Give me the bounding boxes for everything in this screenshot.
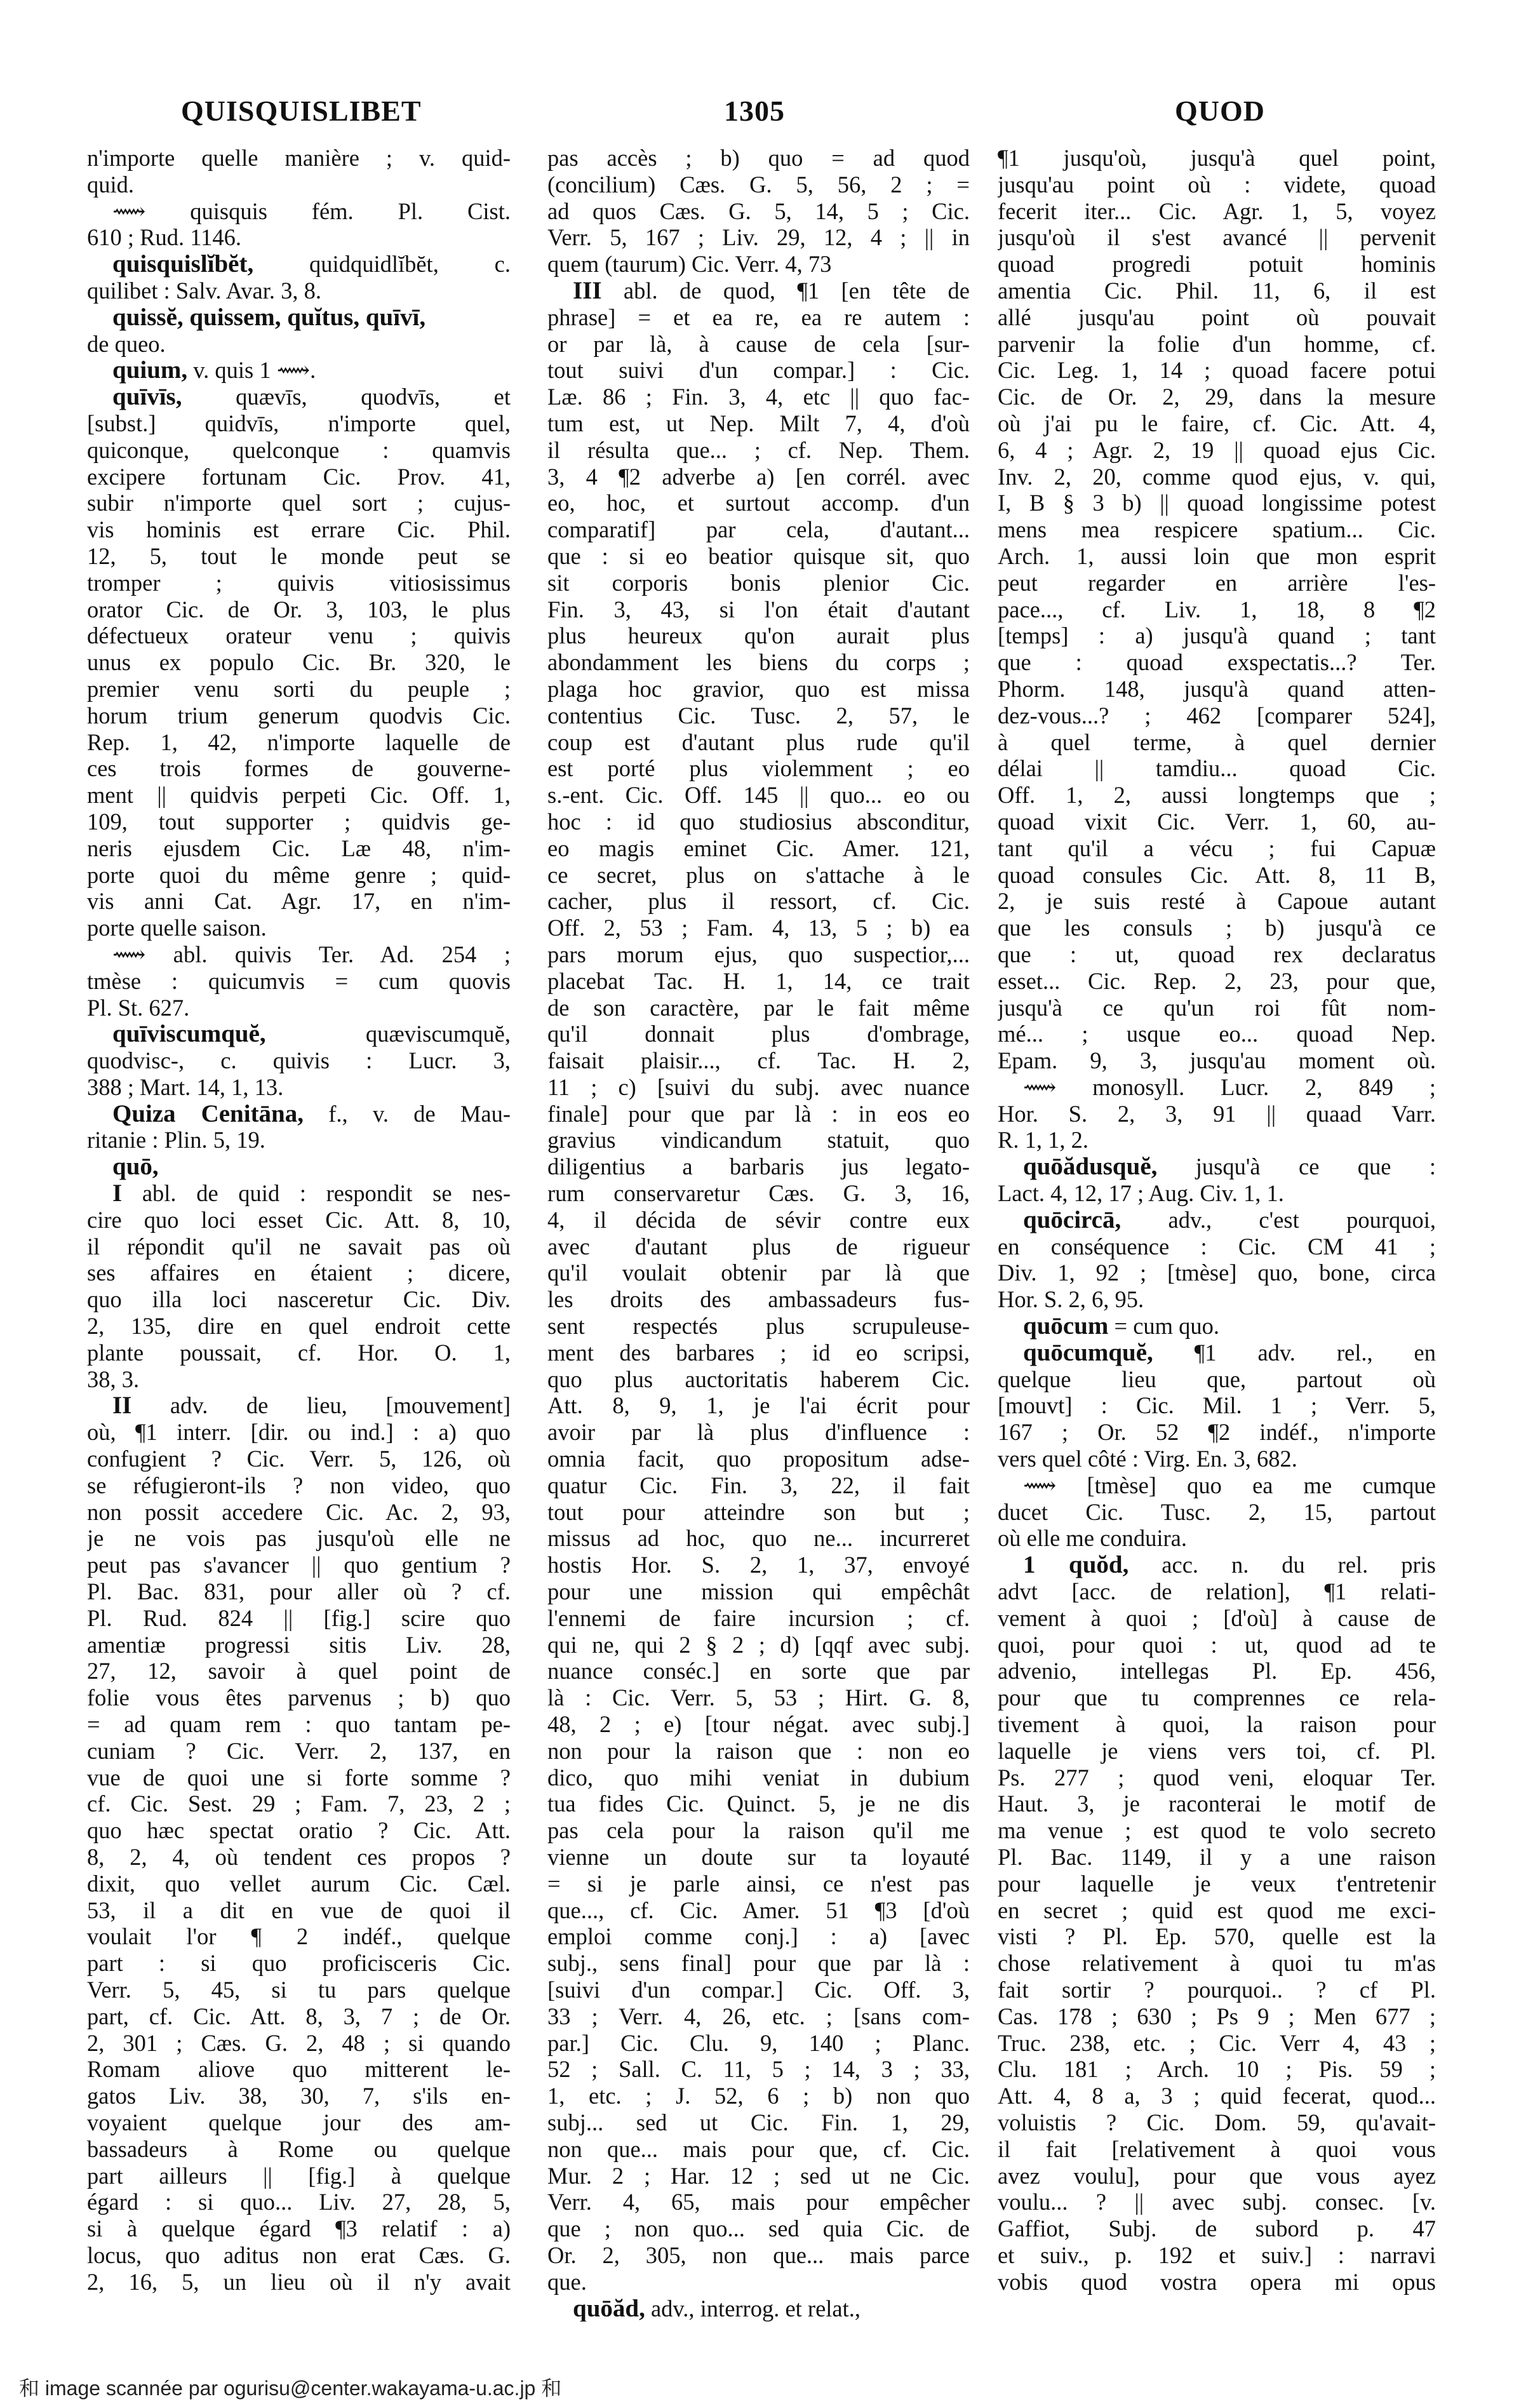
text-line: part : si quo proficisceris Cic. — [87, 1950, 511, 1977]
text-line: quoi, pour quoi : ut, quod ad te — [998, 1631, 1436, 1658]
text-line: pour que tu comprennes ce rela- — [998, 1684, 1436, 1711]
text-line: Lact. 4, 12, 17 ; Aug. Civ. 1, 1. — [998, 1180, 1284, 1207]
text-line: vue de quoi une si forte somme ? — [87, 1764, 511, 1791]
text-line: bassadeurs à Rome ou quelque — [87, 2135, 511, 2162]
text-line: [suivi d'un compar.] Cic. Off. 3, — [547, 1976, 970, 2003]
text-line: que. — [547, 2268, 587, 2295]
text-line: quid. — [87, 171, 135, 198]
text-line: = si je parle ainsi, ce n'est pas — [547, 1870, 970, 1897]
text-line: hostis Hor. S. 2, 1, 37, envoyé — [547, 1552, 970, 1578]
entry-text: abl. de quod, ¶1 [en tête de — [601, 277, 970, 304]
text-line: dez-vous...? ; 462 [comparer 524], — [998, 702, 1436, 729]
text-line: Pl. St. 627. — [87, 994, 190, 1021]
text-line: 27, 12, savoir à quel point de — [87, 1658, 511, 1684]
text-line: eo magis eminet Cic. Amer. 121, — [547, 835, 970, 861]
text-line: vis hominis est errare Cic. Phil. — [87, 516, 511, 543]
text-line: quo illa loci nasceretur Cic. Div. — [87, 1286, 511, 1313]
entry-text: abl. de quid : respondit se nes- — [122, 1180, 511, 1207]
text-line: quo hæc spectat oratio ? Cic. Att. — [87, 1817, 511, 1844]
text-line: part, cf. Cic. Att. 8, 3, 7 ; de Or. — [87, 2003, 511, 2029]
text-line: n'importe quelle manière ; v. quid- — [87, 145, 511, 171]
text-line: Gaffiot, Subj. de subord p. 47 — [998, 2215, 1436, 2242]
text-line: je ne vois pas jusqu'où elle ne — [87, 1525, 511, 1552]
text-line: voluistis ? Cic. Dom. 59, qu'avait- — [998, 2109, 1436, 2135]
text-line: horum trium generum quodvis Cic. — [87, 702, 511, 729]
text-line — [87, 1021, 511, 1047]
text-line: que..., cf. Cic. Amer. 51 ¶3 [d'où — [547, 1897, 970, 1923]
text-line: (concilium) Cæs. G. 5, 56, 2 ; = — [547, 171, 970, 198]
text-line: confugient ? Cic. Verr. 5, 126, où — [87, 1446, 511, 1472]
text-line: tout pour atteindre son but ; — [547, 1498, 970, 1525]
text-line: Hor. S. 2, 6, 95. — [998, 1286, 1144, 1313]
entry-text: quæviscumquĕ, — [265, 1021, 511, 1047]
text-line: quoad progredi potuit hominis — [998, 251, 1436, 278]
headword: quīviscumquĕ, — [112, 1021, 266, 1048]
headword: quisquislĭbĕt, — [112, 251, 254, 278]
text-line: Læ. 86 ; Fin. 3, 4, etc || quo fac- — [547, 384, 970, 410]
entry-text: = cum quo. — [1108, 1313, 1220, 1340]
text-line: Clu. 181 ; Arch. 10 ; Pis. 59 ; — [998, 2056, 1436, 2083]
page-number: 1305 — [724, 95, 785, 127]
text-line: ⟿ monosyll. Lucr. 2, 849 ; — [1023, 1073, 1436, 1100]
entry-text: adv., c'est pourquoi, — [1121, 1206, 1436, 1233]
running-head-right: QUOD — [1175, 95, 1265, 127]
text-line: chose relativement à quoi tu m'as — [998, 1950, 1436, 1977]
text-line: où, ¶1 interr. [dir. ou ind.] : a) quo — [87, 1419, 511, 1446]
text-line: si à quelque égard ¶3 relatif : a) — [87, 2215, 511, 2242]
text-line: parvenir la folie d'un homme, cf. — [998, 330, 1436, 357]
text-line: avez voulu], pour que vous ayez — [998, 2162, 1436, 2189]
text-line: Arch. 1, aussi loin que mon esprit — [998, 542, 1436, 569]
text-line: 4, il décida de sévir contre eux — [547, 1206, 970, 1233]
text-line: non que... mais pour que, cf. Cic. — [547, 2135, 970, 2162]
text-line: Haut. 3, je raconterai le motif de — [998, 1791, 1436, 1817]
text-line: non possit accedere Cic. Ac. 2, 93, — [87, 1498, 511, 1525]
text-line: Cic. Leg. 1, 14 ; quoad facere potui — [998, 357, 1436, 384]
text-line: vement à quoi ; [d'où] à cause de — [998, 1604, 1436, 1631]
text-line — [87, 1101, 511, 1127]
text-line: premier venu sorti du peuple ; — [87, 675, 511, 702]
text-line: I, B § 3 b) || quoad longissime potest — [998, 490, 1436, 516]
text-line — [87, 304, 511, 331]
text-line: où j'ai pu le faire, cf. Cic. Att. 4, — [998, 410, 1436, 436]
scan-credit: 和 image scannée par ogurisu@center.wakayama-u.ac.jp 和 — [19, 2377, 562, 2400]
text-line: pas accès ; b) quo = ad quod — [547, 145, 970, 171]
text-line: coup est d'autant plus rude qu'il — [547, 729, 970, 755]
text-line: 109, tout supporter ; quidvis ge- — [87, 808, 511, 835]
text-line: advenio, intellegas Pl. Ep. 456, — [998, 1658, 1436, 1684]
text-line: Mur. 2 ; Har. 12 ; sed ut ne Cic. — [547, 2162, 970, 2189]
text-line: 610 ; Rud. 1146. — [87, 224, 242, 251]
text-line: de queo. — [87, 330, 166, 357]
text-line: ⟿ abl. quivis Ter. Ad. 254 ; — [112, 941, 511, 967]
text-line: quoad vixit Cic. Verr. 1, 60, au- — [998, 808, 1436, 835]
text-line: Epam. 9, 3, jusqu'au moment où. — [998, 1047, 1436, 1074]
text-line: Cas. 178 ; 630 ; Ps 9 ; Men 677 ; — [998, 2003, 1436, 2029]
text-line: s.-ent. Cic. Off. 145 || quo... eo ou — [547, 782, 970, 809]
text-line: or par là, à cause de cela [sur- — [547, 330, 970, 357]
text-line: = ad quam rem : quo tantam pe- — [87, 1711, 511, 1738]
text-line: ma venue ; est quod te volo secreto — [998, 1817, 1436, 1844]
text-line — [998, 1207, 1436, 1233]
text-line: quodvisc-, c. quivis : Lucr. 3, — [87, 1047, 511, 1074]
text-line: quo plus auctoritatis haberem Cic. — [547, 1366, 970, 1392]
entry-text: ¶1 adv. rel., en — [1153, 1339, 1436, 1366]
text-line: défectueux orateur venu ; quivis — [87, 622, 511, 649]
text-line: Pl. Rud. 824 || [fig.] scire quo — [87, 1604, 511, 1631]
text-column-1 — [87, 145, 511, 2295]
text-line: tant qu'il a vécu ; fui Capuæ — [998, 835, 1436, 861]
text-line: jusqu'au point où : videte, quoad — [998, 171, 1436, 198]
text-line: peut regarder en arrière l'es- — [998, 569, 1436, 596]
text-line: pour laquelle je veux t'entretenir — [998, 1870, 1436, 1897]
headword: quōăd, — [573, 2295, 645, 2322]
text-line: finale] pour que par là : in eos eo — [547, 1100, 970, 1127]
text-line: ¶1 jusqu'où, jusqu'à quel point, — [998, 145, 1436, 171]
text-line: plaga hoc gravior, quo est missa — [547, 675, 970, 702]
text-line: ses affaires en étaient ; dicere, — [87, 1260, 511, 1286]
text-line: folie vous êtes parvenus ; b) quo — [87, 1684, 511, 1711]
text-line: qui ne, qui 2 § 2 ; d) [qqf avec subj. — [547, 1631, 970, 1658]
text-line: subj... sed ut Cic. Fin. 1, 29, — [547, 2109, 970, 2135]
text-line: Phorm. 148, jusqu'à quand atten- — [998, 675, 1436, 702]
text-line: Off. 1, 2, aussi longtemps que ; — [998, 782, 1436, 809]
text-line — [87, 251, 511, 278]
text-line: sit corporis bonis plenior Cic. — [547, 569, 970, 596]
headword: quōădusquĕ, — [1023, 1153, 1158, 1181]
text-line: comparatif] par cela, d'autant... — [547, 516, 970, 543]
text-line: pour une mission qui empêchât — [547, 1578, 970, 1605]
text-line: Inv. 2, 20, comme quod ejus, v. qui, — [998, 463, 1436, 490]
text-line: 38, 3. — [87, 1366, 140, 1392]
text-line: subj., sens final] pour que par là : — [547, 1950, 970, 1977]
text-line: tout suivi d'un compar.] : Cic. — [547, 357, 970, 384]
text-line: Verr. 5, 167 ; Liv. 29, 12, 4 ; || in — [547, 224, 970, 251]
text-line: sent respectés plus scrupuleuse- — [547, 1313, 970, 1340]
text-line: 48, 2 ; e) [tour négat. avec subj.] — [547, 1711, 970, 1738]
text-line: pace..., cf. Liv. 1, 18, 8 ¶2 — [998, 596, 1436, 622]
headword: II — [112, 1392, 132, 1420]
text-line: allé jusqu'au point où pouvait — [998, 304, 1436, 330]
text-line: 33 ; Verr. 4, 26, etc. ; [sans com- — [547, 2003, 970, 2029]
text-line: placebat Tac. H. 1, 14, ce trait — [547, 967, 970, 994]
text-line: là : Cic. Verr. 5, 53 ; Hirt. G. 8, — [547, 1684, 970, 1711]
text-line: vis anni Cat. Agr. 17, en n'im- — [87, 888, 511, 915]
text-line — [87, 1392, 511, 1419]
text-line: Pl. Bac. 1149, il y a une raison — [998, 1844, 1436, 1870]
entry-text: f., v. de Mau- — [304, 1100, 511, 1127]
text-line: missus ad hoc, quo ne... incurreret — [547, 1525, 970, 1552]
text-line: Verr. 5, 45, si tu pars quelque — [87, 1976, 511, 2003]
text-line: tmèse : quicumvis = cum quovis — [87, 967, 511, 994]
text-line: vers quel côté : Virg. En. 3, 682. — [998, 1446, 1297, 1472]
text-line: tromper ; quivis vitiosissimus — [87, 569, 511, 596]
text-line: les droits des ambassadeurs fus- — [547, 1286, 970, 1313]
text-line: Romam aliove quo mitterent le- — [87, 2056, 511, 2083]
text-line: cf. Cic. Sest. 29 ; Fam. 7, 23, 2 ; — [87, 1791, 511, 1817]
text-line: eo, hoc, et surtout accomp. d'un — [547, 490, 970, 516]
text-line: gatos Liv. 38, 30, 7, s'ils en- — [87, 2083, 511, 2109]
text-line: 6, 4 ; Agr. 2, 19 || quoad ejus Cic. — [998, 436, 1436, 463]
text-line: 2, 135, dire en quel endroit cette — [87, 1313, 511, 1340]
text-line — [547, 278, 970, 304]
text-line: rum conservaretur Cæs. G. 3, 16, — [547, 1180, 970, 1207]
text-line — [87, 357, 511, 384]
text-line: ce secret, plus on s'attache à le — [547, 861, 970, 888]
headword: quissĕ, quissem, quĭtus, quīvī, — [112, 304, 426, 331]
text-line: Pl. Bac. 831, pour aller où ? cf. — [87, 1578, 511, 1605]
text-line: Hor. S. 2, 3, 91 || quaad Varr. — [998, 1100, 1436, 1127]
headword: quōcum — [1023, 1313, 1109, 1340]
text-line: gravius vindicandum statuit, quo — [547, 1127, 970, 1153]
text-line — [547, 2295, 970, 2322]
text-line: tivement à quoi, la raison pour — [998, 1711, 1436, 1738]
text-line: voyaient quelque jour des am- — [87, 2109, 511, 2135]
text-line: unus ex populo Cic. Br. 320, le — [87, 649, 511, 676]
text-line: pas cela pour la raison qu'il me — [547, 1817, 970, 1844]
text-line: que les consuls ; b) jusqu'à ce — [998, 915, 1436, 941]
text-line: 53, il a dit en vue de quoi il — [87, 1897, 511, 1923]
text-line: Att. 8, 9, 1, je l'ai écrit pour — [547, 1392, 970, 1419]
text-line: où elle me conduira. — [998, 1525, 1187, 1552]
text-line: cire quo loci esset Cic. Att. 8, 10, — [87, 1206, 511, 1233]
text-line: omnia facit, quo propositum adse- — [547, 1446, 970, 1472]
text-line: 388 ; Mart. 14, 1, 13. — [87, 1073, 284, 1100]
headword: quōcumquĕ, — [1023, 1339, 1153, 1366]
text-line: non pour la raison que : non eo — [547, 1737, 970, 1764]
text-line: plus heureux qu'on aurait plus — [547, 622, 970, 649]
text-line: cuniam ? Cic. Verr. 2, 137, en — [87, 1737, 511, 1764]
text-line: quelque lieu que, partout où — [998, 1366, 1436, 1392]
text-line: avec d'autant plus de rigueur — [547, 1233, 970, 1260]
headword: 1 quŏd, — [1023, 1552, 1129, 1579]
text-line — [87, 1153, 511, 1180]
text-line: Fin. 3, 43, si l'on était d'autant — [547, 596, 970, 622]
text-line: subir n'importe quel sort ; cujus- — [87, 490, 511, 516]
text-line: 1, etc. ; J. 52, 6 ; b) non quo — [547, 2083, 970, 2109]
text-line: [mouvt] : Cic. Mil. 1 ; Verr. 5, — [998, 1392, 1436, 1419]
text-line: R. 1, 1, 2. — [998, 1127, 1088, 1153]
entry-text: jusqu'à ce que : — [1157, 1153, 1436, 1180]
text-line: il résulta que... ; cf. Nep. Them. — [547, 436, 970, 463]
text-line: l'ennemi de faire incursion ; cf. — [547, 1604, 970, 1631]
entry-text: adv., interrog. et relat., — [645, 2295, 861, 2322]
text-line: Div. 1, 92 ; [tmèse] quo, bone, circa — [998, 1260, 1436, 1286]
text-line: amentia Cic. Phil. 11, 6, il est — [998, 277, 1436, 304]
text-line: il fait [relativement à quoi vous — [998, 2135, 1436, 2162]
text-line: voulu... ? || avec subj. consec. [v. — [998, 2189, 1436, 2215]
text-line: Verr. 4, 65, mais pour empêcher — [547, 2189, 970, 2215]
text-line — [998, 1552, 1436, 1578]
text-line: nuance conséc.] en sorte que par — [547, 1658, 970, 1684]
text-line: ⟿ quisquis fém. Pl. Cist. — [112, 198, 511, 224]
headword: quium, — [112, 357, 188, 384]
text-line: esset... Cic. Rep. 2, 23, pour que, — [998, 967, 1436, 994]
text-line: en secret ; quid est quod me exci- — [998, 1897, 1436, 1923]
text-line: diligentius a barbaris jus legato- — [547, 1153, 970, 1180]
headword: Quiza Cenitāna, — [112, 1100, 304, 1127]
text-line: contentius Cic. Tusc. 2, 57, le — [547, 702, 970, 729]
text-line: peut pas s'avancer || quo gentium ? — [87, 1552, 511, 1578]
text-line: est porté plus violemment ; eo — [547, 755, 970, 782]
text-line: excipere fortunam Cic. Prov. 41, — [87, 463, 511, 490]
text-line: part ailleurs || [fig.] à quelque — [87, 2162, 511, 2189]
text-line: avoir par là plus d'influence : — [547, 1419, 970, 1446]
text-line: cacher, plus il ressort, cf. Cic. — [547, 888, 970, 915]
text-line — [998, 1340, 1436, 1366]
text-line: [subst.] quidvīs, n'importe quel, — [87, 410, 511, 436]
text-line: plante poussait, cf. Hor. O. 1, — [87, 1339, 511, 1366]
text-line: 12, 5, tout le monde peut se — [87, 542, 511, 569]
text-line: délai || tamdiu... quoad Cic. — [998, 755, 1436, 782]
text-line: abondamment les biens du corps ; — [547, 649, 970, 676]
text-line: phrase] = et ea re, ea re autem : — [547, 304, 970, 330]
text-line: de son caractère, par le fait même — [547, 994, 970, 1021]
headword: quīvīs, — [112, 384, 182, 410]
entry-text: quævīs, quodvīs, et — [182, 384, 511, 410]
text-line: ⟿ [tmèse] quo ea me cumque — [1023, 1472, 1436, 1498]
text-line: Ps. 277 ; quod veni, eloquar Ter. — [998, 1764, 1436, 1791]
text-line: laquelle je viens vers toi, cf. Pl. — [998, 1737, 1436, 1764]
text-line: ducet Cic. Tusc. 2, 15, partout — [998, 1498, 1436, 1525]
text-line: que ; non quo... sed quia Cic. de — [547, 2215, 970, 2242]
text-line: qu'il donnait plus d'ombrage, — [547, 1021, 970, 1047]
headword: I — [112, 1180, 123, 1207]
text-column-2 — [547, 145, 970, 2322]
text-line: à quel terme, à quel dernier — [998, 729, 1436, 755]
text-line: Or. 2, 305, non que... mais parce — [547, 2241, 970, 2268]
text-line: mens mea respicere spatium... Cic. — [998, 516, 1436, 543]
text-line: 167 ; Or. 52 ¶2 indéf., n'importe — [998, 1419, 1436, 1446]
text-line: quem (taurum) Cic. Verr. 4, 73 — [547, 251, 832, 278]
text-line: visti ? Pl. Ep. 570, quelle est la — [998, 1923, 1436, 1950]
text-line: fecerit iter... Cic. Agr. 1, 5, voyez — [998, 198, 1436, 224]
text-line: voulait l'or ¶ 2 indéf., quelque — [87, 1923, 511, 1950]
entry-text: v. quis 1 ⟿. — [187, 357, 316, 384]
text-line: jusqu'à ce qu'un roi fût nom- — [998, 994, 1436, 1021]
text-line: qu'il voulait obtenir par là que — [547, 1260, 970, 1286]
text-line: quiconque, quelconque : quamvis — [87, 436, 511, 463]
text-line: il répondit qu'il ne savait pas où — [87, 1233, 511, 1260]
text-line: orator Cic. de Or. 3, 103, le plus — [87, 596, 511, 622]
text-line: ment || quidvis perpeti Cic. Off. 1, — [87, 782, 511, 809]
text-line: pars morum ejus, quo suspectior,... — [547, 941, 970, 967]
entry-text: adv. de lieu, [mouvement] — [131, 1392, 511, 1419]
text-line: advt [acc. de relation], ¶1 relati- — [998, 1578, 1436, 1605]
text-line: Off. 2, 53 ; Fam. 4, 13, 5 ; b) ea — [547, 915, 970, 941]
text-column-3 — [998, 145, 1436, 2295]
text-line: neris ejusdem Cic. Læ 48, n'im- — [87, 835, 511, 861]
text-line: Truc. 238, etc. ; Cic. Verr 4, 43 ; — [998, 2029, 1436, 2056]
headword: III — [573, 277, 602, 304]
text-line: dixit, quo vellet aurum Cic. Cæl. — [87, 1870, 511, 1897]
text-line: jusqu'où il s'est avancé || pervenit — [998, 224, 1436, 251]
text-line: mé... ; usque eo... quoad Nep. — [998, 1021, 1436, 1047]
text-line: amentiæ progressi sitis Liv. 28, — [87, 1631, 511, 1658]
text-line: Cic. de Or. 2, 29, dans la mesure — [998, 384, 1436, 410]
text-line: se réfugieront-ils ? non video, quo — [87, 1472, 511, 1498]
text-line: Att. 4, 8 a, 3 ; quid fecerat, quod... — [998, 2083, 1436, 2109]
text-line: que : si eo beatior quisque sit, quo — [547, 542, 970, 569]
text-line: ment des barbares ; id eo scripsi, — [547, 1339, 970, 1366]
text-line: et suiv., p. 192 et suiv.] : narravi — [998, 2241, 1436, 2268]
text-line — [87, 1180, 511, 1207]
entry-text: acc. n. du rel. pris — [1128, 1552, 1436, 1578]
text-line: [temps] : a) jusqu'à quand ; tant — [998, 622, 1436, 649]
text-line: que : quoad exspectatis...? Ter. — [998, 649, 1436, 676]
text-line: 2, je suis resté à Capoue autant — [998, 888, 1436, 915]
text-line: ad quos Cæs. G. 5, 14, 5 ; Cic. — [547, 198, 970, 224]
text-line: 8, 2, 4, où tendent ces propos ? — [87, 1844, 511, 1870]
running-head-left: QUISQUISLIBET — [181, 95, 422, 127]
text-line: 2, 16, 5, un lieu où il n'y avait — [87, 2268, 511, 2295]
text-line: 11 ; c) [suivi du subj. avec nuance — [547, 1073, 970, 1100]
text-line: Rep. 1, 42, n'importe laquelle de — [87, 729, 511, 755]
text-line — [87, 384, 511, 410]
text-line: que : ut, quoad rex declaratus — [998, 941, 1436, 967]
entry-text: quidquidlĭbĕt, c. — [253, 251, 511, 278]
text-line: faisait plaisir..., cf. Tac. H. 2, — [547, 1047, 970, 1074]
text-line: porte quelle saison. — [87, 915, 267, 941]
text-line: en conséquence : Cic. CM 41 ; — [998, 1233, 1436, 1260]
text-line: 3, 4 ¶2 adverbe a) [en corrél. avec — [547, 463, 970, 490]
text-line: 52 ; Sall. C. 11, 5 ; 14, 3 ; 33, — [547, 2056, 970, 2083]
text-line: locus, quo aditus non erat Cæs. G. — [87, 2241, 511, 2268]
text-line — [998, 1313, 1436, 1340]
text-line: dico, quo mihi veniat in dubium — [547, 1764, 970, 1791]
headword: quōcircā, — [1023, 1206, 1122, 1233]
text-line: vienne un doute sur ta loyauté — [547, 1844, 970, 1870]
text-line: ritanie : Plin. 5, 19. — [87, 1127, 265, 1153]
text-line: emploi comme conj.] : a) [avec — [547, 1923, 970, 1950]
text-line: quilibet : Salv. Avar. 3, 8. — [87, 277, 322, 304]
text-line — [998, 1153, 1436, 1180]
text-line: quoad consules Cic. Att. 8, 11 B, — [998, 861, 1436, 888]
text-line: ces trois formes de gouverne- — [87, 755, 511, 782]
text-line: égard : si quo... Liv. 27, 28, 5, — [87, 2189, 511, 2215]
text-line: porte quoi du même genre ; quid- — [87, 861, 511, 888]
headword: quō, — [112, 1153, 159, 1181]
text-line: hoc : id quo studiosius absconditur, — [547, 808, 970, 835]
text-line: tua fides Cic. Quinct. 5, je ne dis — [547, 1791, 970, 1817]
text-line: fait sortir ? pourquoi.. ? cf Pl. — [998, 1976, 1436, 2003]
text-line: vobis quod vostra opera mi opus — [998, 2268, 1436, 2295]
text-line: tum est, ut Nep. Milt 7, 4, d'où — [547, 410, 970, 436]
text-line: 2, 301 ; Cæs. G. 2, 48 ; si quando — [87, 2029, 511, 2056]
text-line: quatur Cic. Fin. 3, 22, il fait — [547, 1472, 970, 1498]
text-line: par.] Cic. Clu. 9, 140 ; Planc. — [547, 2029, 970, 2056]
